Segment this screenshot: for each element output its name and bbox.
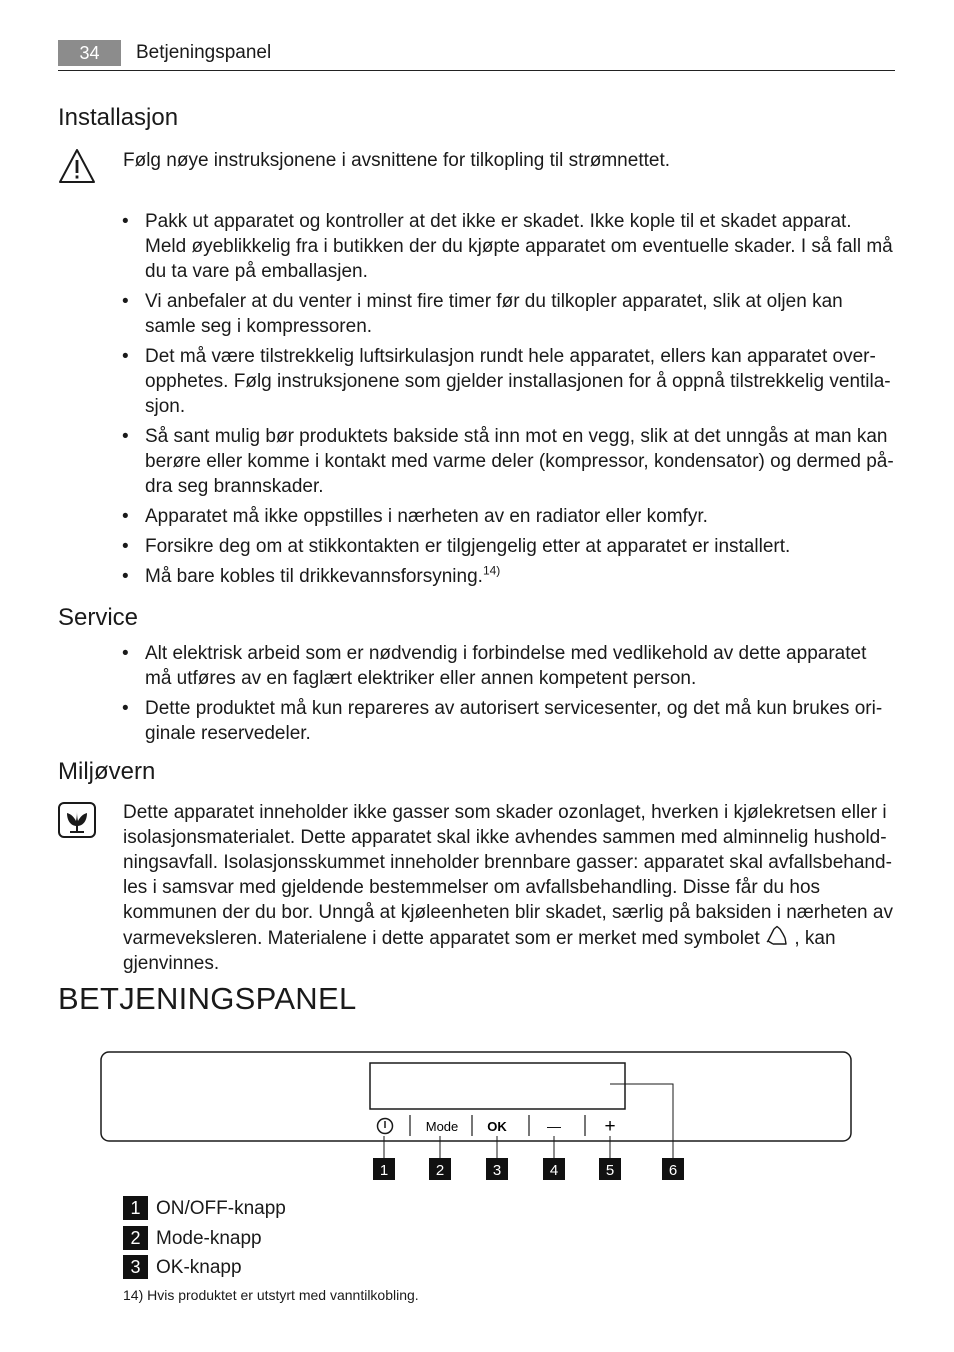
callout-2: [429, 1158, 451, 1180]
list-item: • Må bare kobles til drikkevannsforsyning.$^{14)}$: [122, 563, 501, 587]
callout-4: [543, 1158, 565, 1180]
list-item: • Forsikre deg om at stikkontakten er tilgjengelig etter at apparatet er installert.: [122, 536, 791, 557]
legend-number: 3: [123, 1255, 148, 1279]
svg-text:3: 3: [492, 1162, 502, 1179]
display-window: [370, 1063, 625, 1109]
miljovern-title: Miljøvern: [58, 758, 156, 785]
list-item: • Pakk ut apparatet og kontroller at det ikke er skadet. Ikke kople til et skadet apparat. Meld øyeblikkelig fra i butikken der du kjøpte apparatet om eventuelle skader. I så fall må du ta vare på emballasjen.: [122, 211, 893, 282]
control-panel-diagram: [100, 1050, 854, 1186]
list-item: • Vi anbefaler at du venter i minst fire timer før du tilkopler apparatet, slik at oljen kan samle seg i kompressoren.: [122, 291, 843, 337]
mode-label: Mode: [425, 1119, 459, 1134]
ok-label: OK: [487, 1119, 507, 1134]
footnote-reference: 14): [482, 563, 501, 578]
legend-label: Mode-knapp: [156, 1228, 262, 1249]
recycle-icon: [765, 925, 789, 947]
callout-6: [662, 1158, 684, 1180]
warning-text: Følg nøye instruksjonene i avsnittene for tilkopling til strømnettet.: [123, 150, 671, 171]
running-title: Betjeningspanel: [136, 42, 272, 63]
page-number: 34: [58, 40, 121, 66]
legend-number: 2: [123, 1226, 148, 1250]
legend-label: ON/OFF-knapp: [156, 1198, 286, 1219]
list-item: • Så sant mulig bør produktets bakside stå inn mot en vegg, slik at det unngås at man kan berøre eller komme i kontakt med varme deler (kompressor, kondensator) og dermed pådra seg brannskader.: [122, 426, 894, 497]
callout-3: [486, 1158, 508, 1180]
installasjon-list: [120, 209, 895, 594]
service-title: Service: [58, 604, 139, 631]
svg-text:2: 2: [435, 1162, 445, 1179]
list-item: • Dette produktet må kun repareres av autorisert servicesenter, og det må kun brukes originale reservedeler.: [122, 698, 883, 744]
installasjon-title: Installasjon: [58, 104, 179, 131]
miljovern-text: Dette apparatet inneholder ikke gasser som skader ozonlaget, hverken i kjølekretsen eller i isolasjonsmaterialet. Dette apparatet skal ikke avhendes sammen med alminnelig husholdningsavfall. Isolasjonsskummet inneholder brennbare gasser: apparatet skal avfallsbehandles i samsvar med gjeldende bestemmelser om avfallsbehandling. Disse får du hos kommunen der du bor. Unngå at kjøleenheten blir skadet, særlig på baksiden i nærheten av varmeveksleren. Materialene i dette apparatet som er merket med symbolet , kan gjenvinnes.: [123, 802, 893, 974]
svg-text:4: 4: [549, 1162, 559, 1179]
callout-1: [373, 1158, 395, 1180]
list-item: • Det må være tilstrekkelig luftsirkulasjon rundt hele apparatet, ellers kan apparatet overopphetes. Følg instruksjonene som gjelder installasjonen for å oppnå tilstrekkelig ventilasjon.: [122, 346, 891, 417]
minus-label: —: [547, 1118, 561, 1134]
legend-item-3: [123, 1255, 242, 1280]
chapter-title: BETJENINGSPANEL: [58, 981, 357, 1016]
power-icon: [378, 1119, 393, 1134]
panel-frame: [101, 1052, 851, 1141]
header-rule: [58, 70, 895, 71]
svg-text:6: 6: [668, 1162, 678, 1179]
svg-text:1: 1: [379, 1162, 389, 1179]
service-list: [120, 641, 895, 751]
footnote: 14) Hvis produktet er utstyrt med vanntilkobling.: [123, 1287, 419, 1303]
environment-icon: [57, 801, 97, 839]
legend-item-2: [123, 1226, 262, 1251]
list-item: • Alt elektrisk arbeid som er nødvendig i forbindelse med vedlikehold av dette apparatet må utføres av en faglært elektriker eller annen kompetent person.: [122, 643, 867, 689]
legend-number: 1: [123, 1196, 148, 1220]
legend-item-1: [123, 1196, 286, 1221]
legend-label: OK-knapp: [156, 1257, 242, 1278]
plus-label: +: [604, 1116, 616, 1137]
svg-text:5: 5: [605, 1162, 615, 1179]
callout-5: [599, 1158, 621, 1180]
warning-icon: [57, 147, 97, 185]
list-item: • Apparatet må ikke oppstilles i nærheten av en radiator eller komfyr.: [122, 506, 708, 527]
